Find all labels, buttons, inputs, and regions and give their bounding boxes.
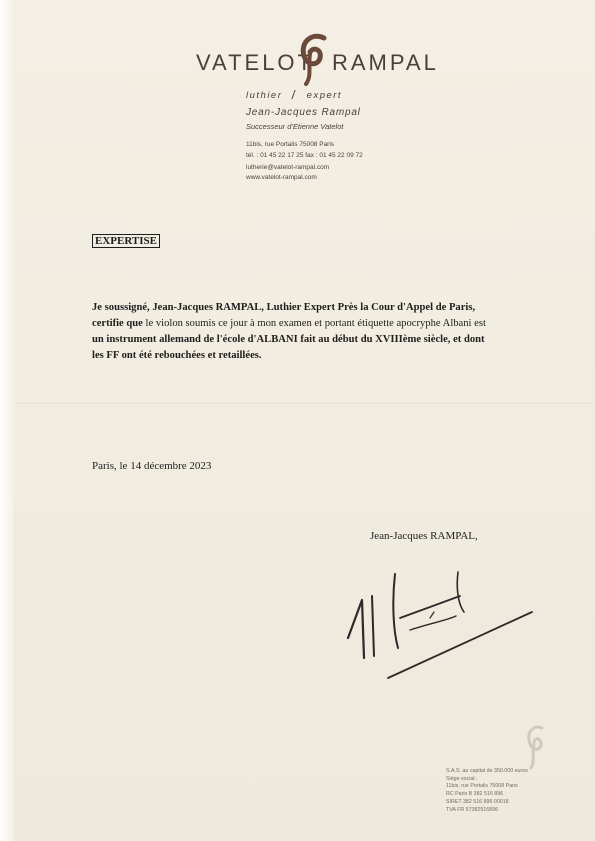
body-text-bold: Je soussigné, Jean-Jacques RAMPAL, Luthier Expert Près la Cour d'Appel de Paris, (92, 302, 476, 313)
body-text-bold: et dont (450, 334, 485, 345)
fold-crease (18, 403, 595, 405)
brand-left: VATELOT (196, 50, 314, 75)
footer-line: 11bis, rue Portalis 75008 Paris (446, 783, 518, 790)
body-text-bold: les FF ont été rebouchées et retaillées. (92, 350, 262, 361)
letterhead-email: lutherie@vatelot-rampal.com (246, 164, 330, 171)
document-date: Paris, le 14 décembre 2023 (92, 460, 212, 472)
letterhead-website: www.vatelot-rampal.com (246, 174, 317, 181)
body-line (92, 332, 552, 348)
letterhead-owner: Jean-Jacques Rampal (246, 107, 361, 118)
letterhead-subtitle (246, 90, 342, 101)
footer-line: Siège social : (446, 775, 478, 782)
body-line (92, 300, 552, 316)
footer-line: RC Paris B 382 516 896 (446, 791, 504, 798)
document-heading: EXPERTISE (92, 234, 160, 248)
body-line (92, 348, 552, 364)
footer-line: TVA FR 57382516896 (446, 806, 499, 813)
brand-right: RAMPAL (332, 50, 439, 75)
page-edge (0, 0, 14, 841)
embossed-seal (522, 722, 550, 770)
body-text-bold: un instrument allemand de l'école d'ALBANI fait au début du XVIIIème siècle, (92, 334, 451, 345)
subtitle-separator (291, 90, 300, 99)
letterhead-phone: tél. : 01 45 22 17 25 fax : 01 45 22 09 72 (246, 152, 363, 159)
certificate-body (92, 300, 552, 364)
body-text-bold: certifie que (92, 318, 143, 329)
letterhead-successor: Successeur d'Etienne Vatelot (246, 122, 344, 131)
footer-line: SIRET 382 516 896 00018 (446, 798, 509, 805)
body-line (92, 316, 552, 332)
handwritten-signature (340, 560, 540, 690)
body-text: le violon soumis ce jour à mon examen et portant étiquette apocryphe Albani est (142, 318, 486, 329)
letterhead-address: 11bis, rue Portalis 75008 Paris (246, 141, 335, 148)
subtitle-luthier: luthier (246, 90, 283, 101)
company-footer (446, 768, 528, 814)
scroll-monogram-icon (294, 28, 336, 86)
subtitle-expert: expert (306, 90, 343, 101)
signer-name: Jean-Jacques RAMPAL, (370, 530, 478, 542)
footer-line: S.A.S. au capital de 350.000 euros (446, 768, 528, 774)
